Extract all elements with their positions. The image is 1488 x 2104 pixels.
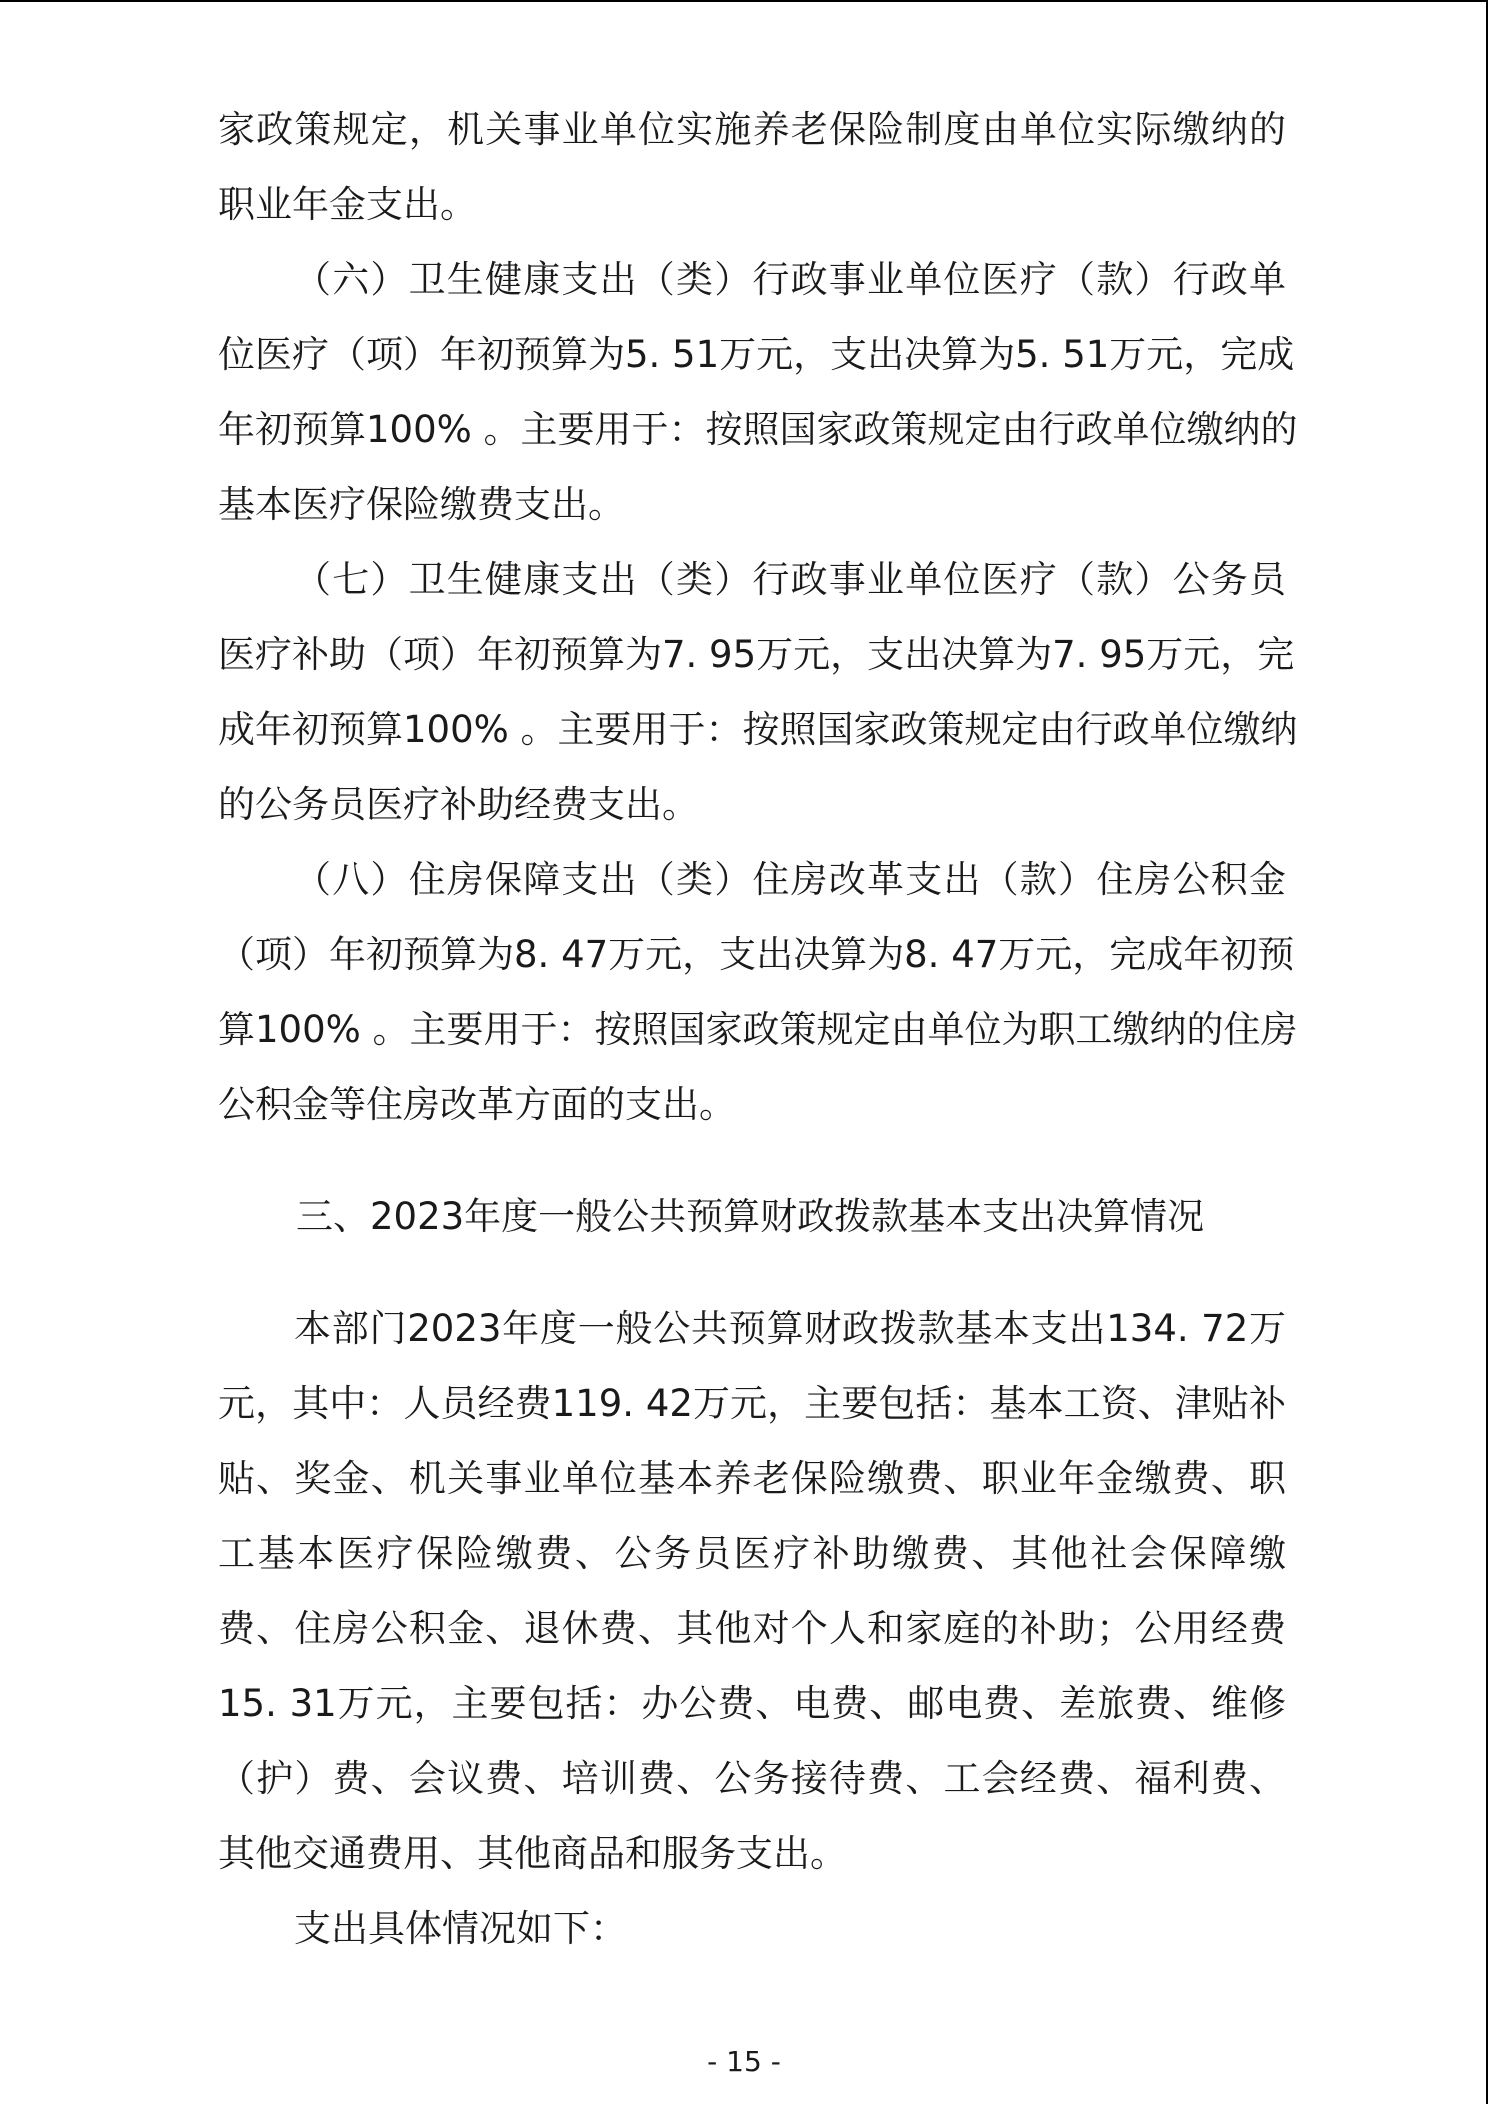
text-line: 支出具体情况如下：: [294, 1907, 627, 1950]
text-line: 位医疗（项）年初预算为5. 51万元，支出决算为5. 51万元，完成: [218, 333, 1295, 376]
text-line: （六）卫生健康支出（类）行政事业单位医疗（款）行政单: [294, 258, 1286, 301]
text-line: 工基本医疗保险缴费、公务员医疗补助缴费、其他社会保障缴: [218, 1532, 1286, 1575]
text-line: 基本医疗保险缴费支出。: [218, 483, 625, 526]
section-heading: 三、2023年度一般公共预算财政拨款基本支出决算情况: [296, 1195, 1205, 1238]
text-line: （八）住房保障支出（类）住房改革支出（款）住房公积金: [294, 858, 1286, 901]
text-line: 的公务员医疗补助经费支出。: [218, 783, 699, 826]
text-line: 成年初预算100% 。主要用于：按照国家政策规定由行政单位缴纳: [218, 708, 1298, 751]
text-line: 费、住房公积金、退休费、其他对个人和家庭的补助；公用经费: [218, 1607, 1286, 1650]
text-line: 公积金等住房改革方面的支出。: [218, 1083, 736, 1126]
text-line: （七）卫生健康支出（类）行政事业单位医疗（款）公务员: [294, 558, 1286, 601]
text-line: （护）费、会议费、培训费、公务接待费、工会经费、福利费、: [218, 1757, 1286, 1800]
text-line: 算100% 。主要用于：按照国家政策规定由单位为职工缴纳的住房: [218, 1008, 1298, 1051]
text-line: 其他交通费用、其他商品和服务支出。: [218, 1832, 847, 1875]
text-line: （项）年初预算为8. 47万元，支出决算为8. 47万元，完成年初预: [218, 933, 1295, 976]
text-line: 家政策规定，机关事业单位实施养老保险制度由单位实际缴纳的: [218, 108, 1286, 151]
text-line: 15. 31万元，主要包括：办公费、电费、邮电费、差旅费、维修: [218, 1682, 1286, 1725]
text-line: 元，其中：人员经费119. 42万元，主要包括：基本工资、津贴补: [218, 1382, 1286, 1425]
text-line: 本部门2023年度一般公共预算财政拨款基本支出134. 72万: [294, 1307, 1286, 1350]
text-line: 职业年金支出。: [218, 183, 477, 226]
text-line: 医疗补助（项）年初预算为7. 95万元，支出决算为7. 95万元，完: [218, 633, 1295, 676]
page-number: - 15 -: [707, 2045, 781, 2078]
text-line: 年初预算100% 。主要用于：按照国家政策规定由行政单位缴纳的: [218, 408, 1298, 451]
text-line: 贴、奖金、机关事业单位基本养老保险缴费、职业年金缴费、职: [218, 1457, 1286, 1500]
